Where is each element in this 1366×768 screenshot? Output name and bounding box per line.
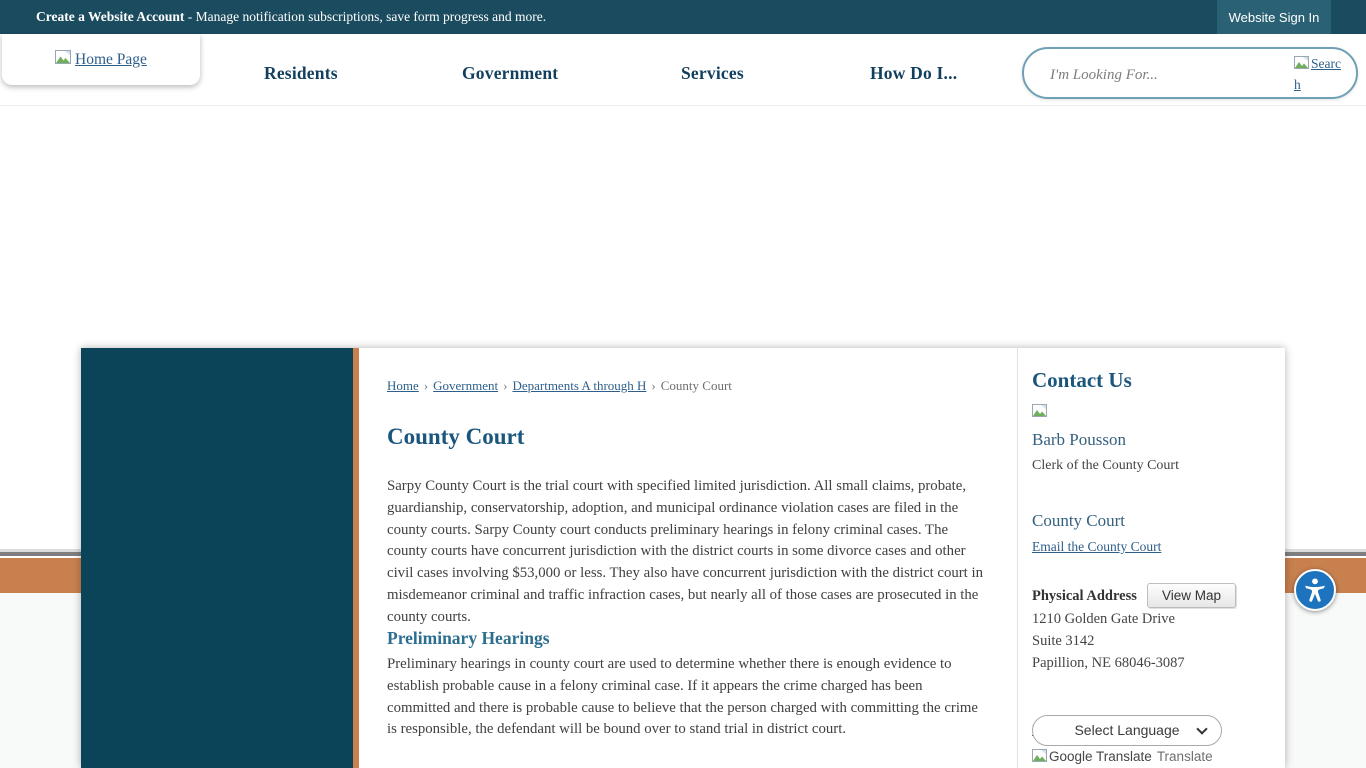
breadcrumb-separator: › <box>423 378 429 393</box>
address-line-1: 1210 Golden Gate Drive <box>1032 611 1175 627</box>
create-account-desc: - Manage notification subscriptions, save form progress and more. <box>184 9 547 24</box>
translate-label: Translate <box>1156 749 1213 764</box>
create-account-text <box>36 0 546 34</box>
google-translate-attribution <box>1032 749 1213 765</box>
accessibility-widget-button[interactable] <box>1294 569 1336 611</box>
breadcrumb-government[interactable]: Government <box>433 378 499 393</box>
accessibility-person-icon <box>1301 576 1329 604</box>
intro-paragraph: Sarpy County Court is the trial court with specified limited jurisdiction. All small claims, probate, guardianship, conservatorship, adoption, and municipal ordinance violation cases are filed in the county courts. Sarpy County court conducts preliminary hearings in felony criminal cases. The county courts have concurrent jurisdiction with the district courts in some divorce cases and other civil cases involving $53,000 or less. They also have concurrent jurisdiction with the district court in misdemeanor criminal and traffic infraction cases, but nearly all of those cases are prosecuted in the county courts. <box>387 478 984 625</box>
nav-item-government[interactable]: Government <box>462 63 559 83</box>
website-sign-in-button[interactable]: Website Sign In <box>1217 0 1331 34</box>
contact-role: Clerk of the County Court <box>1032 458 1179 473</box>
logo-card[interactable] <box>2 34 200 85</box>
breadcrumb-departments[interactable]: Departments A through H <box>512 378 647 393</box>
select-language-dropdown[interactable] <box>1032 715 1222 746</box>
physical-address-label: Physical Address <box>1032 588 1137 604</box>
nav-item-how-do-i[interactable]: How Do I... <box>870 63 958 83</box>
search-icon <box>1294 55 1309 75</box>
contact-us-heading: Contact Us <box>1032 368 1132 392</box>
column-divider <box>1017 348 1018 768</box>
chevron-down-icon <box>1196 723 1207 734</box>
top-utility-bar <box>0 0 1366 34</box>
left-nav-panel <box>81 348 353 768</box>
page-title: County Court <box>387 424 525 449</box>
breadcrumb-current: County Court <box>660 378 732 393</box>
address-line-3: Papillion, NE 68046-3087 <box>1032 655 1185 671</box>
home-page-link[interactable]: Home Page <box>75 50 147 68</box>
section-paragraph: Preliminary hearings in county court are used to determine whether there is enough evidence to establish probable cause in a felony criminal case. If it appears the crime charged has been committed and there is probable cause to believe that the person charged with committing the crime is responsible, the defendant will be bound over to stand trial in district court. <box>387 656 979 738</box>
site-header <box>0 34 1366 106</box>
section-title: Preliminary Hearings <box>387 628 550 648</box>
breadcrumb-separator: › <box>651 378 656 393</box>
content-card <box>81 348 1285 768</box>
email-county-court-link[interactable]: Email the County Court <box>1032 539 1162 554</box>
contact-department: County Court <box>1032 511 1126 530</box>
orange-accent-stripe <box>353 348 359 768</box>
search-box <box>1022 47 1358 99</box>
breadcrumb-home[interactable]: Home <box>387 378 419 393</box>
broken-image-icon <box>55 50 71 69</box>
contact-photo-broken-icon <box>1032 404 1047 422</box>
search-button[interactable]: Search <box>1294 56 1341 92</box>
breadcrumb <box>387 378 732 394</box>
search-input[interactable] <box>1050 58 1280 92</box>
google-translate-icon <box>1032 749 1047 765</box>
view-map-button[interactable]: View Map <box>1147 583 1236 608</box>
nav-item-services[interactable]: Services <box>681 63 744 83</box>
create-account-link[interactable]: Create a Website Account <box>36 9 185 24</box>
select-language-label: Select Language <box>1074 722 1180 738</box>
nav-item-residents[interactable]: Residents <box>264 63 338 83</box>
google-translate-link[interactable]: Google Translate <box>1049 749 1152 764</box>
address-line-2: Suite 3142 <box>1032 633 1095 649</box>
email-link-row <box>1032 539 1161 555</box>
breadcrumb-separator: › <box>503 378 508 393</box>
contact-name: Barb Pousson <box>1032 430 1126 449</box>
